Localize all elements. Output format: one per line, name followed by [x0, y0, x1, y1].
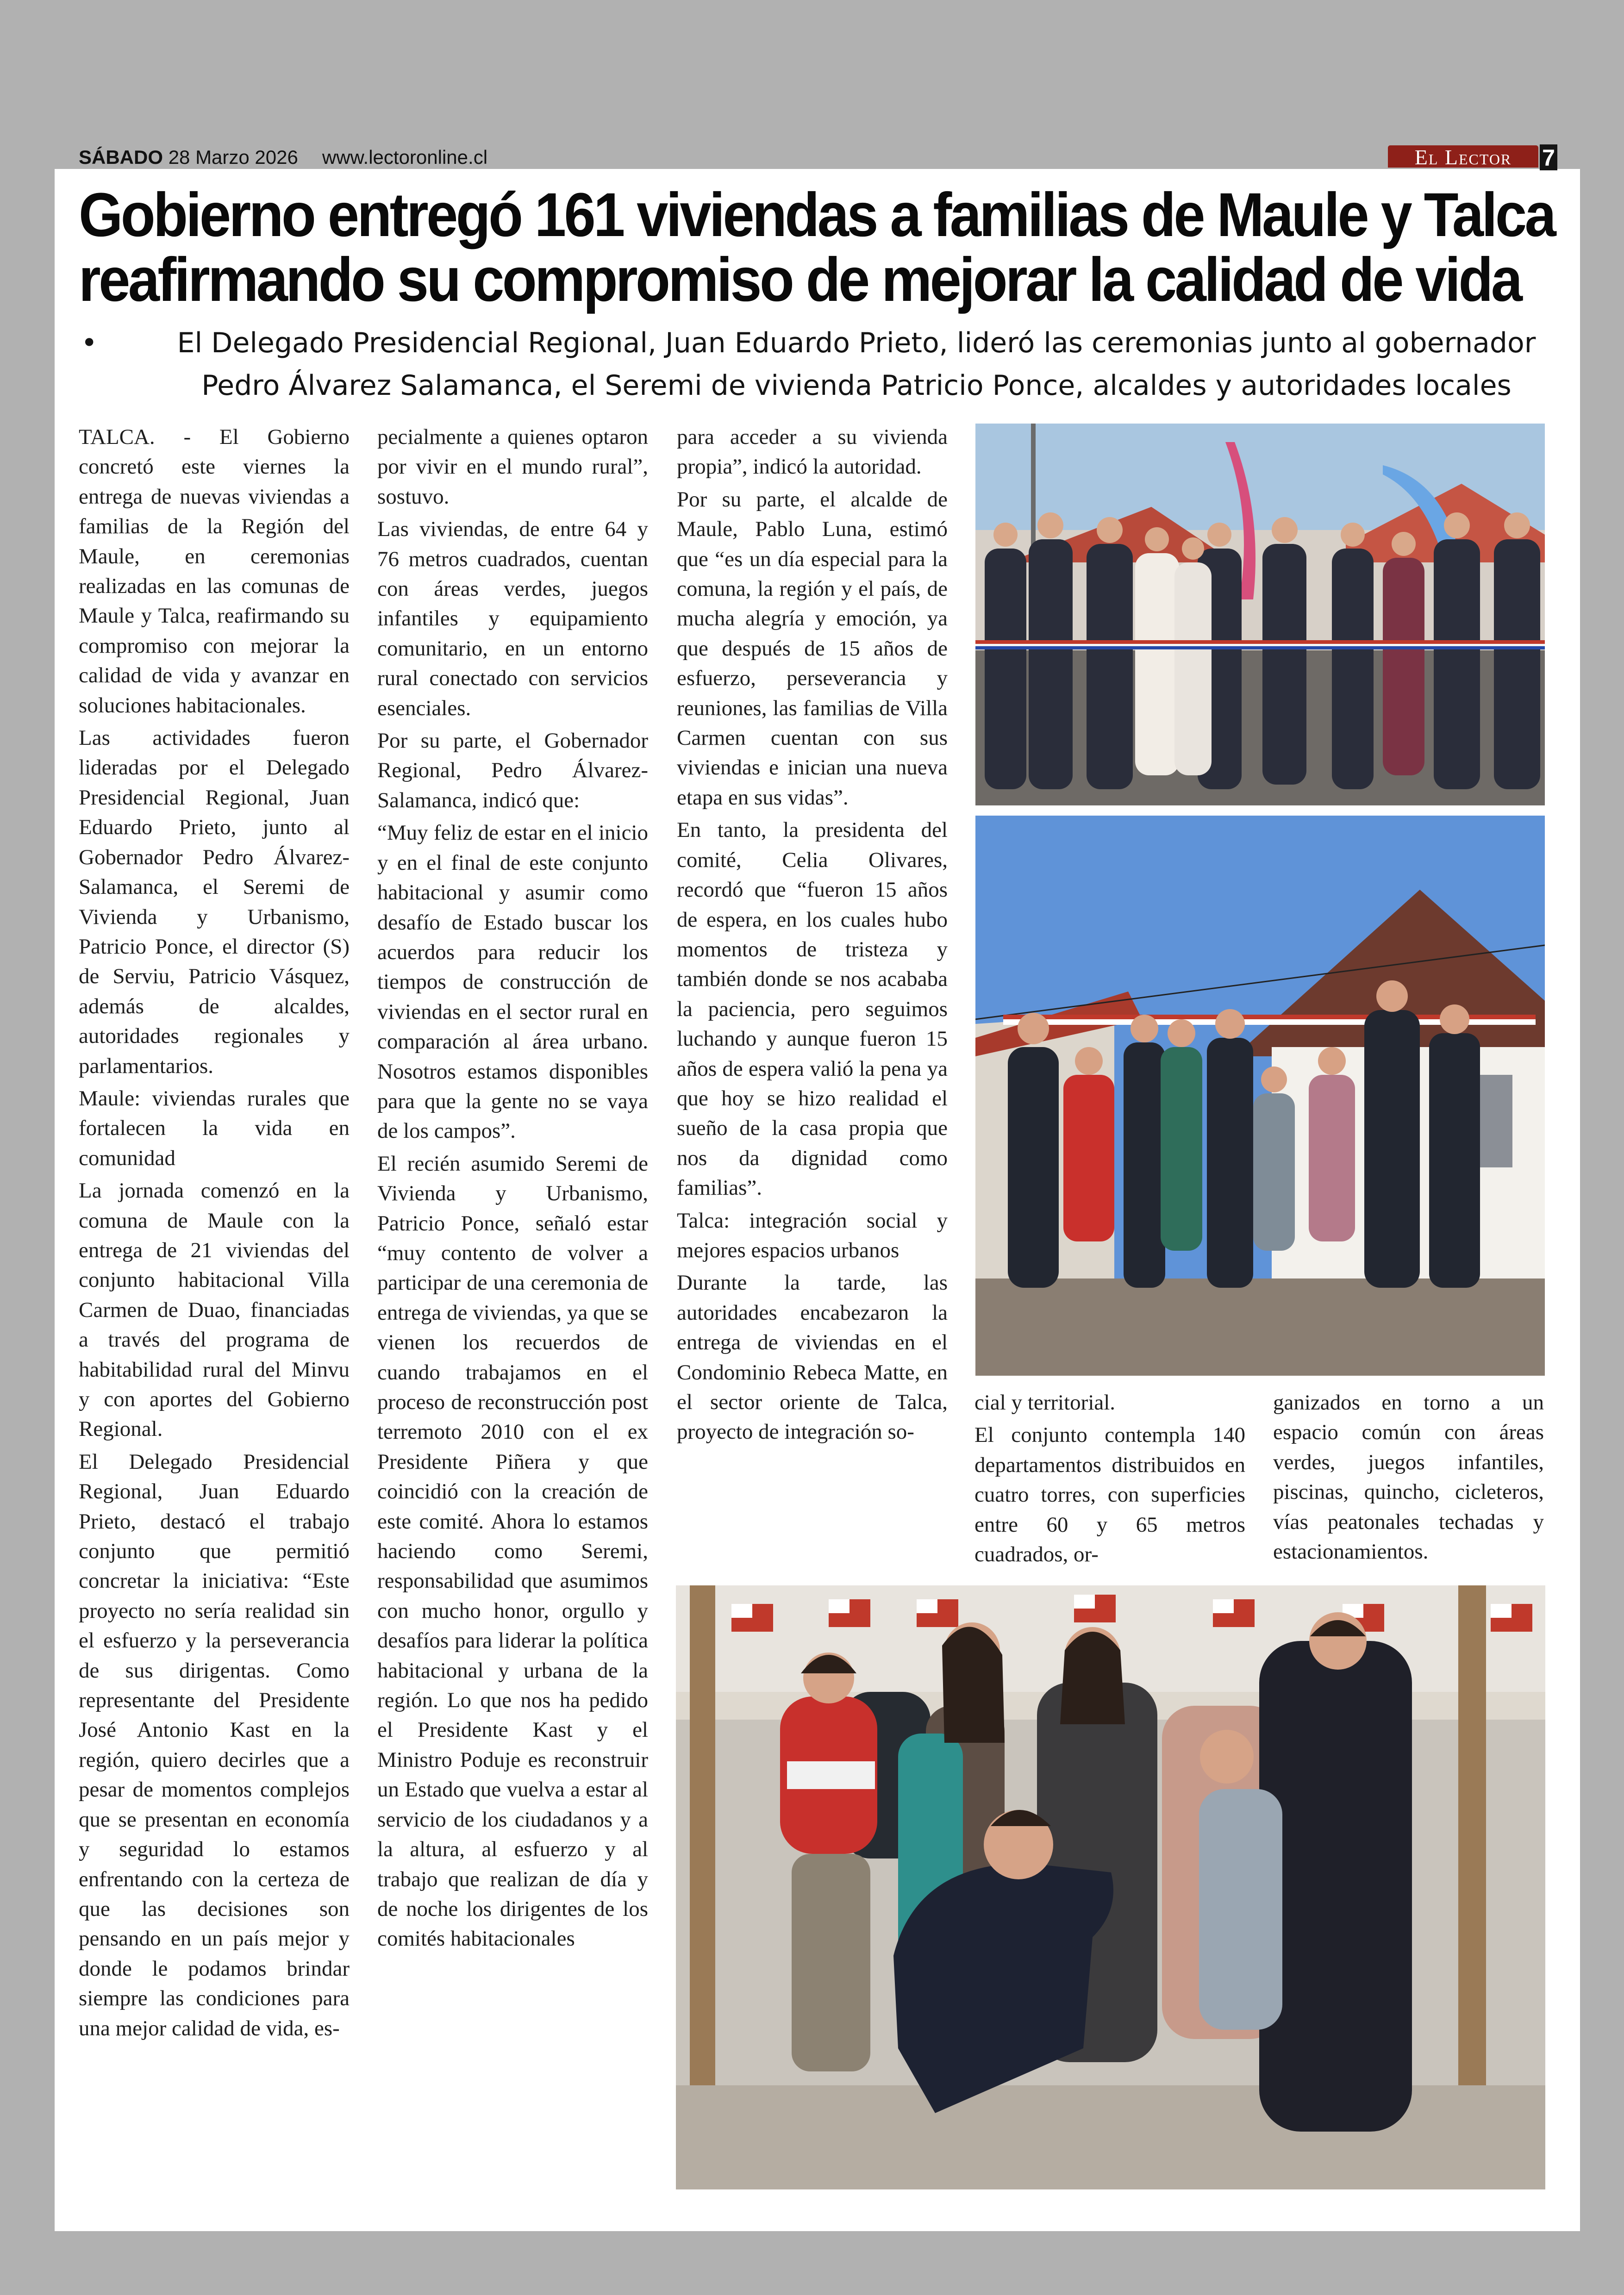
page-number: 7 [1540, 144, 1557, 170]
page-header [79, 143, 1555, 171]
article-column-5 [1273, 1388, 1544, 1569]
paragraph: pecialmente a quienes optaron por vivir en el mundo rural”, sostuvo. [377, 425, 648, 509]
header-dateline [79, 143, 487, 171]
paragraph: cial y territorial. [974, 1391, 1116, 1415]
article-column-2 [377, 422, 648, 1957]
header-day: SÁBADO [79, 146, 163, 168]
header-url: www.lectoronline.cl [322, 146, 488, 168]
paragraph: Las viviendas, de entre 64 y 76 metros cuadrados, cuentan con áreas verdes, juegos infantiles y equipamiento comunitario, en un entorno rural conectado con servicios esenciales. [377, 517, 648, 720]
paragraph: En tanto, la presidenta del comité, Celia Olivares, recordó que “fueron 15 años de espera, en los cuales hubo momentos de tristeza y también donde se nos acababa la paciencia, pero seguimos luchando y aunque fueron 15 años de espera valió la pena ya que hoy se hizo realidad el sueño de la casa propia que nos da dignidad como familias”. [677, 818, 948, 1200]
paragraph: para acceder a su vivienda propia”, indicó la autoridad. [677, 425, 948, 479]
subheadline-text: El Delegado Presidencial Regional, Juan Eduardo Prieto, lideró las ceremonias junto al gobernador Pedro Álvarez Salamanca, el Seremi de vivienda Patricio Ponce, alcaldes y autoridades locales [177, 327, 1536, 402]
paragraph: Durante la tarde, las autoridades encabezaron la entrega de viviendas en el Condominio Rebeca Matte, en el sector oriente de Talca, proyecto de integración so- [677, 1271, 948, 1444]
article-column-4 [974, 1388, 1245, 1572]
bullet-icon: • [81, 327, 98, 359]
paragraph: El conjunto contempla 140 departamentos distribuidos en cuatro torres, con superficies entre 60 y 65 metros cuadrados, or- [974, 1423, 1245, 1567]
article-column-1 [79, 422, 350, 2046]
headline [79, 181, 1555, 314]
paragraph: Las actividades fueron lideradas por el Delegado Presidencial Regional, Juan Eduardo Prieto, junto al Gobernador Pedro Álvarez-Salamanca, el Seremi de Vivienda y Urbanismo, Patricio Ponce, el director (S) de Serviu, Patricio Vásquez, además de alcaldes, autoridades regionales y parlamentarios. [79, 726, 350, 1078]
ribbon-cutting-image [975, 424, 1545, 805]
paragraph: Por su parte, el alcalde de Maule, Pablo Luna, estimó que “es un día especial para la comuna, la región y el país, de mucha alegría y emoción, ya que después de 15 años de esfuerzo, perseverancia y reuniones, las familias de Villa Carmen cuentan con sus viviendas e inician una nueva etapa en sus vidas”. [677, 487, 948, 810]
header-date: 28 Marzo 2026 [168, 146, 298, 168]
photo-family-group [975, 816, 1545, 1376]
article-column-3 [677, 422, 948, 1450]
paragraph: La jornada comenzó en la comuna de Maule con la entrega de 21 viviendas del conjunto habitacional Villa Carmen de Duao, financiadas a través del programa de habitabilidad rural del Minvu y con aportes del Gobierno Regional. [79, 1179, 350, 1441]
photo-greeting-child [676, 1585, 1545, 2189]
section-heading: Maule: viviendas rurales que fortalecen la vida en comunidad [79, 1086, 350, 1170]
section-heading: Talca: integración social y mejores espacios urbanos [677, 1208, 948, 1262]
photo-ribbon-cutting [975, 424, 1545, 805]
masthead-logo: El Lector [1388, 145, 1538, 168]
paragraph: ganizados en torno a un espacio común con áreas verdes, juegos infantiles, piscinas, quincho, cicleteros, vías peatonales techadas y estacionamientos. [1273, 1391, 1544, 1564]
greeting-child-image [676, 1585, 1545, 2189]
headline-line-1: Gobierno entregó 161 viviendas a familias de Maule y Talca [79, 181, 1555, 249]
headline-line-2: reafirmando su compromiso de mejorar la calidad de vida [79, 245, 1521, 314]
paragraph: “Muy feliz de estar en el inicio y en el final de este conjunto habitacional y asumir como desafío de Estado buscar los acuerdos para reducir los tiempos de construcción de viviendas en el sector rural en comparación al área urbano. Nosotros estamos disponibles para que la gente no se vaya de los campos”. [377, 821, 648, 1143]
paragraph: TALCA. - El Gobierno concretó este viernes la entrega de nuevas viviendas a familias de la Región del Maule, en ceremonias realizadas en las comunas de Maule y Talca, reafirmando su compromiso con mejorar la calidad de vida y avanzar en soluciones habitacionales. [79, 425, 350, 717]
subheadline [79, 322, 1546, 407]
paragraph: El Delegado Presidencial Regional, Juan Eduardo Prieto, destacó el trabajo conjunto que permitió concretar la iniciativa: “Este proyecto no sería realidad sin el esfuerzo y la perseverancia de sus dirigentas. Como representante del Presidente José Antonio Kast en la región, quiero decirles que a pesar de momentos complejos que se presentan en economía y seguridad lo estamos enfrentando con la certeza de que las decisiones son pensando en un país mejor y donde le podamos brindar siempre las condiciones para una mejor calidad de vida, es- [79, 1449, 350, 2040]
family-group-image [975, 816, 1545, 1376]
paragraph: El recién asumido Seremi de Vivienda y Urbanismo, Patricio Ponce, señaló estar “muy contento de volver a participar de una ceremonia de entrega de viviendas, ya que se vienen los recuerdos de cuando trabajamos en el proceso de reconstrucción post terremoto 2010 con el ex Presidente Piñera y que coincidió con la creación de este comité. Ahora lo estamos haciendo como Seremi, responsabilidad que asumimos con mucho honor, orgullo y desafíos para liderar la política habitacional y urbana de la región. Lo que nos ha pedido el Presidente Kast y el Ministro Poduje es reconstruir un Estado que vuelva a estar al servicio de los ciudadanos y a la altura, al esfuerzo y al trabajo que realizan de día y de noche los dirigentes de los comités habitacionales [377, 1151, 648, 1951]
paragraph: Por su parte, el Gobernador Regional, Pedro Álvarez-Salamanca, indicó que: [377, 729, 648, 812]
